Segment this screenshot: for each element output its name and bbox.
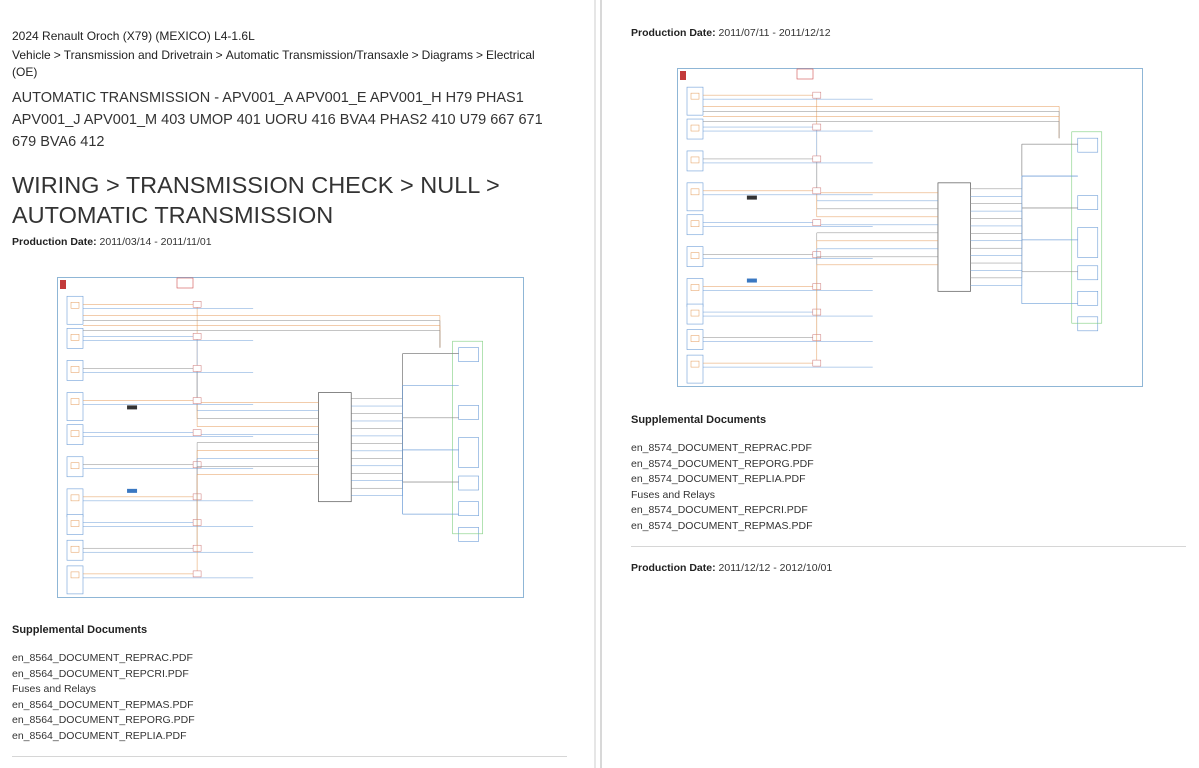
component-box <box>687 304 703 324</box>
breadcrumb-vehicle[interactable]: Vehicle <box>12 48 51 62</box>
component-box <box>67 540 83 560</box>
connector <box>813 92 821 98</box>
component-box <box>459 405 479 419</box>
connector <box>193 301 201 307</box>
component-box <box>1078 228 1098 258</box>
component-box <box>687 279 703 307</box>
divider <box>12 756 567 757</box>
ground-marker <box>60 280 66 289</box>
left-page <box>0 0 594 768</box>
component-box <box>67 393 83 421</box>
vehicle-title: 2024 Renault Oroch (X79) (MEXICO) L4-1.6L <box>12 29 255 43</box>
document-link[interactable]: en_8574_DOCUMENT_REPRAC.PDF <box>631 442 812 454</box>
component-box <box>67 328 83 348</box>
document-link[interactable]: en_8574_DOCUMENT_REPLIA.PDF <box>631 473 806 486</box>
production-date <box>12 235 212 249</box>
supplemental-documents-heading: Supplemental Documents <box>631 414 767 426</box>
connector <box>193 333 201 339</box>
production-date-range: 2011/03/14 - 2011/11/01 <box>99 236 212 248</box>
supplemental-documents-list <box>631 441 814 535</box>
component-box <box>67 489 83 517</box>
wiring-diagram[interactable] <box>57 277 524 598</box>
supplemental-documents-list <box>12 651 195 745</box>
component-box <box>67 566 83 594</box>
page-title: WIRING > TRANSMISSION CHECK > NULL > AUTOMATIC TRANSMISSION <box>12 172 500 228</box>
ground-marker <box>680 71 686 80</box>
breadcrumb-automatic-transmission[interactable]: Automatic Transmission/Transaxle <box>225 48 409 62</box>
document-link[interactable]: Fuses and Relays <box>12 683 97 696</box>
component-box <box>67 457 83 477</box>
divider <box>631 546 1186 547</box>
splice <box>747 196 757 200</box>
component-box <box>459 348 479 362</box>
document-link[interactable]: en_8574_DOCUMENT_REPMAS.PDF <box>631 519 813 532</box>
component-box <box>67 296 83 324</box>
component-box <box>1078 291 1098 305</box>
connector <box>193 571 201 577</box>
component-box <box>459 476 479 490</box>
production-date <box>631 26 831 40</box>
control-unit <box>938 183 971 291</box>
connector <box>193 365 201 371</box>
document-link[interactable]: en_8574_DOCUMENT_REPORG.PDF <box>631 457 814 470</box>
component-box <box>1078 317 1098 331</box>
component-box <box>67 360 83 380</box>
right-page <box>604 0 1199 768</box>
control-unit <box>319 393 352 502</box>
breadcrumb-electrical-oe[interactable]: Electrical (OE) <box>12 48 535 79</box>
splice <box>127 405 137 409</box>
component-box <box>687 87 703 115</box>
production-date-range: 2011/07/11 - 2011/12/12 <box>718 27 831 39</box>
component-box <box>687 330 703 350</box>
component-box <box>687 215 703 235</box>
wiring-diagram[interactable] <box>677 68 1143 387</box>
production-date-label: Production Date: <box>631 562 716 574</box>
document-link[interactable]: en_8564_DOCUMENT_REPCRI.PDF <box>12 667 189 680</box>
document-link[interactable]: en_8564_DOCUMENT_REPRAC.PDF <box>12 652 193 664</box>
breadcrumb: Vehicle > Transmission and Drivetrain > Automatic Transmission/Transaxle > Diagrams > Electrical (OE) <box>12 48 535 79</box>
component-box <box>1078 196 1098 210</box>
component-box <box>1078 266 1098 280</box>
connector <box>813 124 821 130</box>
connector <box>193 430 201 436</box>
production-date-label: Production Date: <box>631 27 716 39</box>
component-box <box>687 119 703 139</box>
component-box <box>687 355 703 383</box>
page-gutter <box>594 0 596 768</box>
model-codes: AUTOMATIC TRANSMISSION - APV001_A APV001_E APV001_H H79 PHAS1 APV001_J APV001_M 403 UMOP 401 UORU 416 BVA4 PHAS2 410 U79 667 671 679 BVA6 412 <box>12 90 543 150</box>
supplemental-documents-heading: Supplemental Documents <box>12 624 148 636</box>
component-box <box>687 183 703 211</box>
document-link[interactable]: en_8564_DOCUMENT_REPMAS.PDF <box>12 698 194 711</box>
component-box <box>459 502 479 516</box>
production-date-range: 2011/12/12 - 2012/10/01 <box>718 562 833 574</box>
page-divider <box>600 0 602 768</box>
component-box <box>67 425 83 445</box>
component-box <box>459 438 479 468</box>
connector <box>813 220 821 226</box>
document-link[interactable]: Fuses and Relays <box>631 488 716 501</box>
document-link[interactable]: en_8564_DOCUMENT_REPORG.PDF <box>12 714 195 727</box>
connector <box>813 360 821 366</box>
connector <box>813 188 821 194</box>
document-link[interactable]: en_8574_DOCUMENT_REPCRI.PDF <box>631 504 808 517</box>
component-box <box>1078 138 1098 152</box>
component-box <box>687 151 703 171</box>
component-box <box>67 515 83 535</box>
splice <box>747 279 757 283</box>
production-date-label: Production Date: <box>12 236 97 248</box>
breadcrumb-transmission-drivetrain[interactable]: Transmission and Drivetrain <box>63 48 213 62</box>
component-box <box>459 527 479 541</box>
connector <box>193 398 201 404</box>
next-production-date <box>631 561 832 575</box>
breadcrumb-diagrams[interactable]: Diagrams <box>421 48 474 62</box>
component-box <box>687 247 703 267</box>
connector <box>813 156 821 162</box>
splice <box>127 489 137 493</box>
document-link[interactable]: en_8564_DOCUMENT_REPLIA.PDF <box>12 729 187 742</box>
